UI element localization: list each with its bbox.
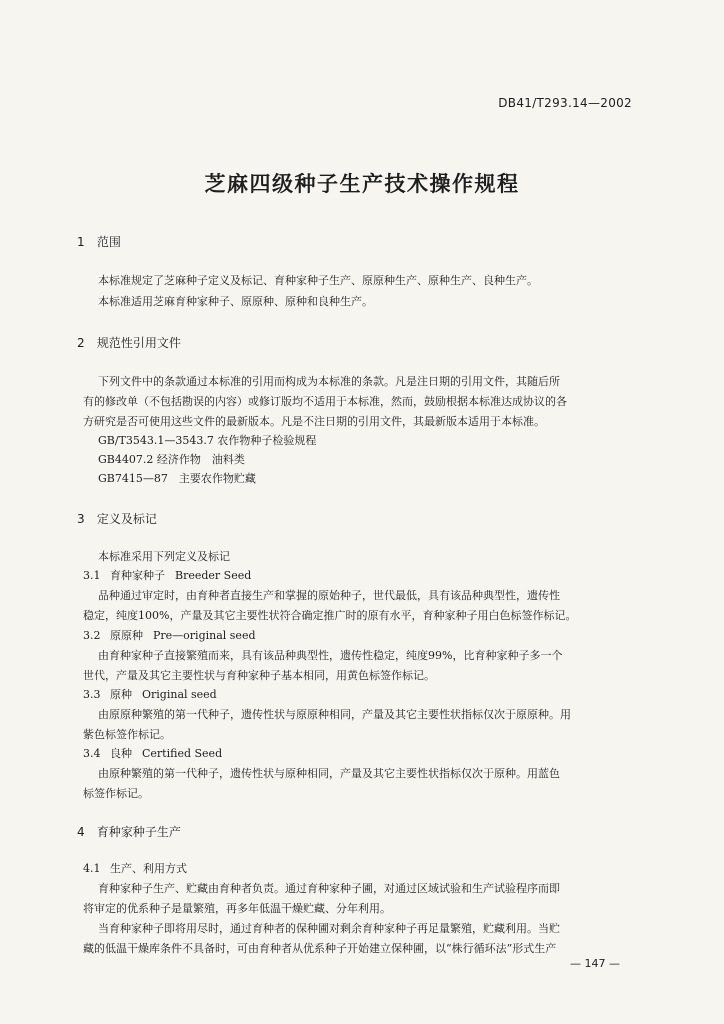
document-title: 芝麻四级种子生产技术操作规程 [204, 172, 520, 196]
paragraph-line: 世代，产量及其它主要性状与育种家种子基本相同，用黄色标签作标记。 [83, 669, 435, 682]
paragraph-line: 方研究是否可使用这些文件的最新版本。凡是不注日期的引用文件，其最新版本适用于本标准。 [83, 415, 545, 428]
reference-item: GB7415—87 主要农作物贮藏 [98, 472, 256, 485]
paragraph-line: 由原种繁殖的第一代种子，遗传性状与原种相同，产量及其它主要性状指标仅次于原种。用蓝色 [98, 767, 560, 780]
document-number: DB41/T293.14—2002 [498, 96, 632, 110]
paragraph-line: 标签作标记。 [83, 787, 149, 800]
paragraph-line: 品种通过审定时，由育种者直接生产和掌握的原始种子，世代最低，具有该品种典型性，遗传性 [98, 589, 560, 602]
page-number: — 147 — [570, 957, 620, 970]
section-1-heading: 1 范围 [77, 235, 121, 249]
paragraph-line: 育种家种子生产、贮藏由育种者负责。通过育种家种子圃，对通过区域试验和生产试验程序而即 [98, 882, 560, 895]
section-4-heading: 4 育种家种子生产 [77, 825, 181, 839]
section-2-heading: 2 规范性引用文件 [77, 336, 181, 350]
section-3-heading: 3 定义及标记 [77, 512, 157, 526]
subsection-4-1-heading: 4.1 生产、利用方式 [83, 862, 187, 875]
paragraph-line: 藏的低温干燥库条件不具备时，可由育种者从优系种子开始建立保种圃，以“株行循环法”形式生产 [83, 942, 557, 955]
paragraph-line: 紫色标签作标记。 [83, 728, 171, 741]
paragraph-line: 由原原种繁殖的第一代种子，遗传性状与原原种相同，产量及其它主要性状指标仅次于原原种。用 [98, 708, 571, 721]
paragraph-line: 稳定，纯度100%，产量及其它主要性状符合确定推广时的原有水平，育种家种子用白色标签作标记。 [83, 609, 577, 622]
paragraph-line: 当育种家种子即将用尽时，通过育种者的保种圃对剩余育种家种子再足量繁殖，贮藏利用。当贮 [98, 922, 560, 935]
paragraph-line: 本标准采用下列定义及标记 [98, 550, 230, 563]
paragraph-line: 本标准规定了芝麻种子定义及标记、育种家种子生产、原原种生产、原种生产、良种生产。 [98, 274, 538, 287]
subsection-3-4-heading: 3.4 良种 Certified Seed [83, 747, 223, 760]
paragraph-line: 本标准适用芝麻育种家种子、原原种、原种和良种生产。 [98, 295, 373, 308]
paragraph-line: 由育种家种子直接繁殖而来，具有该品种典型性，遗传性稳定，纯度99%，比育种家种子多一个 [98, 649, 563, 662]
subsection-3-2-heading: 3.2 原原种 Pre—original seed [83, 629, 256, 642]
reference-item: GB/T3543.1—3543.7 农作物种子检验规程 [98, 434, 317, 447]
paragraph-line: 有的修改单（不包括勘误的内容）或修订版均不适用于本标准，然而，鼓励根据本标准达成协议的各 [83, 395, 567, 408]
paragraph-line: 下列文件中的条款通过本标准的引用而构成为本标准的条款。凡是注日期的引用文件，其随后所 [98, 375, 560, 388]
subsection-3-3-heading: 3.3 原种 Original seed [83, 688, 217, 701]
subsection-3-1-heading: 3.1 育种家种子 Breeder Seed [83, 569, 252, 582]
paragraph-line: 将审定的优系种子是量繁殖，再多年低温干燥贮藏、分年利用。 [83, 902, 391, 915]
reference-item: GB4407.2 经济作物 油料类 [98, 453, 245, 466]
